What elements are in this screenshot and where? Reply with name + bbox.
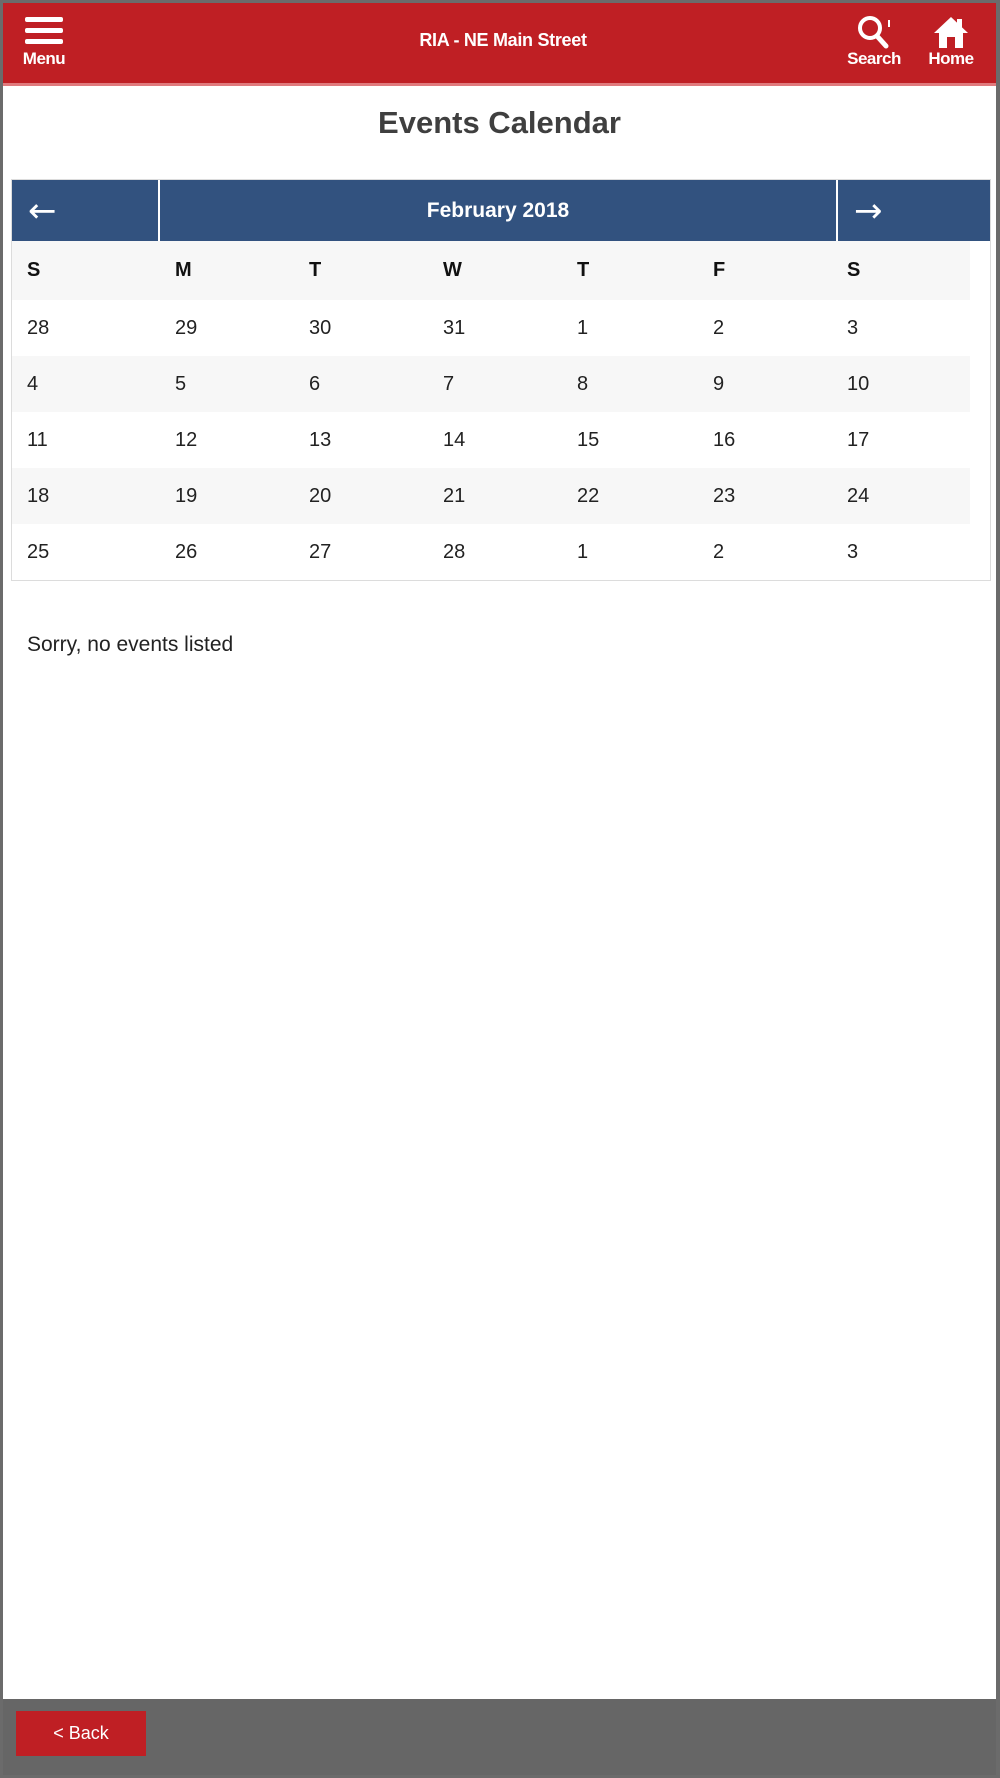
calendar-day[interactable]: 12 (160, 412, 294, 468)
weekday-header: F (698, 241, 832, 300)
month-label: February 2018 (426, 198, 570, 222)
calendar-week (12, 468, 990, 524)
page-title: Events Calendar (378, 105, 621, 140)
calendar-day[interactable]: 20 (294, 468, 428, 524)
calendar-day[interactable]: 14 (428, 412, 562, 468)
calendar-day[interactable]: 2 (698, 524, 832, 580)
no-events-message: Sorry, no events listed (27, 633, 234, 656)
calendar-week (12, 524, 990, 580)
calendar-week (12, 356, 990, 412)
calendar-day[interactable]: 8 (562, 356, 698, 412)
calendar-day[interactable]: 21 (428, 468, 562, 524)
calendar-grid (12, 241, 990, 300)
screen (3, 3, 996, 1775)
calendar-day[interactable]: 15 (562, 412, 698, 468)
search-label: Search (847, 49, 901, 68)
site-title: RIA - NE Main Street (419, 30, 587, 50)
weekday-header: T (294, 241, 428, 300)
calendar-day[interactable]: 28 (428, 524, 562, 580)
home-button[interactable] (915, 3, 987, 83)
calendar-day[interactable]: 10 (832, 356, 970, 412)
calendar-day[interactable]: 17 (832, 412, 970, 468)
calendar-day[interactable]: 7 (428, 356, 562, 412)
next-month-button[interactable] (836, 180, 990, 241)
calendar-day[interactable]: 19 (160, 468, 294, 524)
search-button[interactable] (839, 3, 909, 83)
calendar-day[interactable]: 2 (698, 300, 832, 356)
calendar-day[interactable]: 9 (698, 356, 832, 412)
calendar-day[interactable]: 22 (562, 468, 698, 524)
calendar-day[interactable]: 30 (294, 300, 428, 356)
calendar-day[interactable]: 28 (12, 300, 160, 356)
hamburger-icon (25, 15, 63, 50)
app-header (3, 3, 996, 86)
calendar-day[interactable]: 29 (160, 300, 294, 356)
calendar-day[interactable]: 27 (294, 524, 428, 580)
calendar-day[interactable]: 5 (160, 356, 294, 412)
calendar-day[interactable]: 11 (12, 412, 160, 468)
calendar-day[interactable]: 13 (294, 412, 428, 468)
home-label: Home (928, 49, 974, 68)
weekday-header: S (12, 241, 160, 300)
calendar-day[interactable]: 4 (12, 356, 160, 412)
calendar-day[interactable]: 6 (294, 356, 428, 412)
calendar-day[interactable]: 16 (698, 412, 832, 468)
weekday-header: S (832, 241, 970, 300)
weekday-header: W (428, 241, 562, 300)
previous-month-button[interactable] (12, 180, 160, 241)
menu-label: Menu (22, 49, 66, 68)
calendar-day[interactable]: 3 (832, 300, 970, 356)
weekday-header: T (562, 241, 698, 300)
calendar-header (12, 180, 990, 241)
footer-bar (3, 1699, 996, 1775)
weekday-header: M (160, 241, 294, 300)
events-calendar (11, 179, 991, 581)
calendar-day[interactable]: 24 (832, 468, 970, 524)
arrow-left-icon: ← (28, 190, 57, 231)
arrow-right-icon: → (854, 190, 883, 231)
calendar-day[interactable]: 18 (12, 468, 160, 524)
back-button[interactable]: < Back (16, 1711, 146, 1756)
calendar-week (12, 300, 990, 356)
calendar-day[interactable]: 23 (698, 468, 832, 524)
calendar-day[interactable]: 31 (428, 300, 562, 356)
calendar-day[interactable]: 1 (562, 524, 698, 580)
calendar-day[interactable]: 1 (562, 300, 698, 356)
calendar-day[interactable]: 26 (160, 524, 294, 580)
calendar-week (12, 412, 990, 468)
menu-button[interactable] (11, 3, 77, 83)
calendar-day[interactable]: 25 (12, 524, 160, 580)
calendar-day[interactable]: 3 (832, 524, 970, 580)
